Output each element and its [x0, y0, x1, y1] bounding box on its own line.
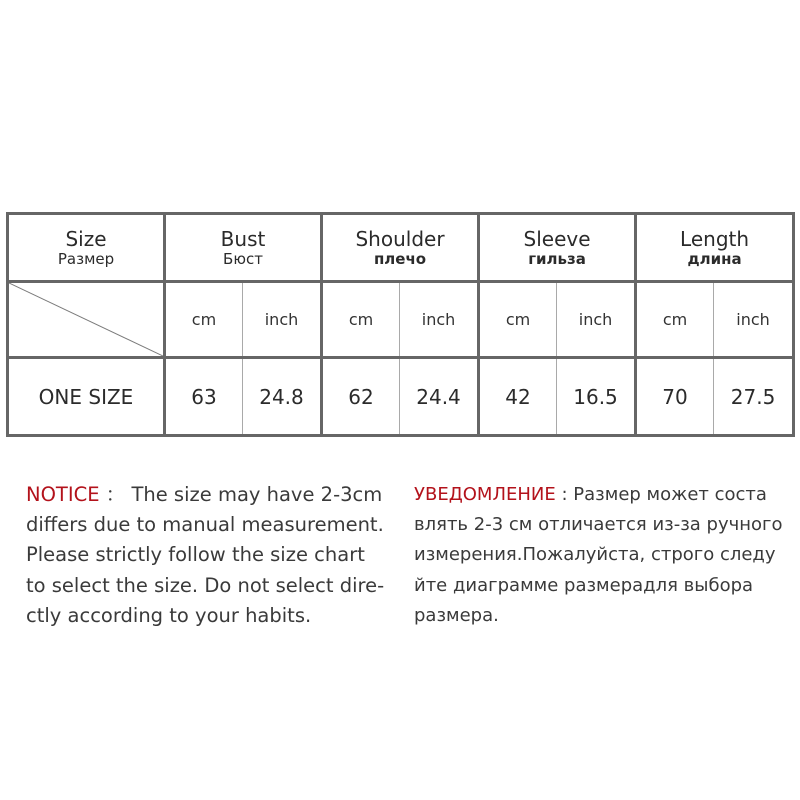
- notice-en-line-1: [26, 480, 392, 510]
- length-unit-cm: [636, 282, 714, 358]
- size-header-ru: Размер: [57, 249, 115, 268]
- sleeve-inch-cell: [557, 358, 636, 436]
- bust-unit-inch: [243, 282, 322, 358]
- notice-text: Размер может соста: [573, 484, 767, 505]
- unit-label: inch: [264, 310, 299, 329]
- length-inch-cell: [714, 358, 794, 436]
- unit-label: cm: [505, 310, 531, 329]
- bust-unit-cm: [165, 282, 243, 358]
- notice-text: измерения.Пожалуйста, строго следу: [414, 544, 776, 566]
- notice-text: Please strictly follow the size chart: [26, 543, 365, 567]
- notice-text: ctly according to your habits.: [26, 603, 312, 627]
- bust-inch-cell: [243, 358, 322, 436]
- size-table: [6, 212, 795, 437]
- shoulder-inch-value: 24.4: [416, 384, 461, 409]
- length-cm-cell: [636, 358, 714, 436]
- notice-ru-line-1: [414, 480, 788, 510]
- bust-cm-value: 63: [191, 384, 217, 409]
- notice-text: йте диаграмме размерадля выбора: [414, 574, 754, 596]
- shoulder-header-en: Shoulder: [355, 226, 445, 251]
- notice-english: [26, 480, 392, 631]
- length-header-ru: длина: [687, 249, 742, 268]
- notice-text: размера.: [414, 604, 499, 626]
- notice-text: The size may have 2-3cm: [131, 483, 383, 506]
- header-row: [8, 214, 794, 282]
- unit-row: [8, 282, 794, 358]
- unit-label: inch: [421, 310, 456, 329]
- unit-label: cm: [662, 310, 688, 329]
- unit-label: cm: [348, 310, 374, 329]
- sleeve-unit-cm: [479, 282, 557, 358]
- notice-text: влять 2-3 см отличается из-за ручного: [414, 514, 783, 536]
- sleeve-header-en: Sleeve: [523, 226, 591, 251]
- unit-label: inch: [578, 310, 613, 329]
- notice-russian: [414, 480, 788, 631]
- notice-separator: ：: [105, 483, 126, 506]
- sleeve-cm-cell: [479, 358, 557, 436]
- row-label-cell: [8, 358, 165, 436]
- length-header-en: Length: [680, 226, 750, 251]
- diagonal-corner-cell: [8, 282, 165, 358]
- shoulder-cm-value: 62: [348, 384, 374, 409]
- table-row: [8, 358, 794, 436]
- shoulder-inch-cell: [400, 358, 479, 436]
- length-inch-value: 27.5: [730, 384, 776, 409]
- size-header-en: Size: [65, 226, 107, 251]
- length-unit-inch: [714, 282, 794, 358]
- shoulder-header-ru: плечо: [373, 249, 427, 268]
- bust-inch-value: 24.8: [259, 384, 304, 409]
- bust-header-ru: Бюст: [223, 249, 263, 268]
- sleeve-inch-value: 16.5: [573, 384, 618, 409]
- sleeve-cm-value: 42: [505, 384, 531, 409]
- notice-text: to select the size. Do not select dire-: [26, 573, 385, 597]
- notice-keyword: NOTICE: [26, 483, 100, 506]
- size-header-cell: [8, 214, 165, 282]
- sleeve-header-ru: гильза: [528, 249, 586, 268]
- notice-separator: :: [561, 484, 568, 505]
- unit-label: inch: [736, 310, 770, 329]
- sleeve-unit-inch: [557, 282, 636, 358]
- shoulder-unit-cm: [322, 282, 400, 358]
- bust-cm-cell: [165, 358, 243, 436]
- bust-header-en: Bust: [220, 226, 266, 251]
- length-cm-value: 70: [662, 384, 688, 409]
- sleeve-header-cell: [479, 214, 636, 282]
- shoulder-cm-cell: [322, 358, 400, 436]
- shoulder-header-cell: [322, 214, 479, 282]
- notice-text: differs due to manual measurement.: [26, 513, 384, 537]
- shoulder-unit-inch: [400, 282, 479, 358]
- diagonal-line: [9, 283, 163, 356]
- unit-label: cm: [191, 310, 217, 329]
- length-header-cell: [636, 214, 794, 282]
- bust-header-cell: [165, 214, 322, 282]
- notice-keyword: УВЕДОМЛЕНИЕ: [414, 484, 556, 505]
- size-name: ONE SIZE: [38, 384, 134, 409]
